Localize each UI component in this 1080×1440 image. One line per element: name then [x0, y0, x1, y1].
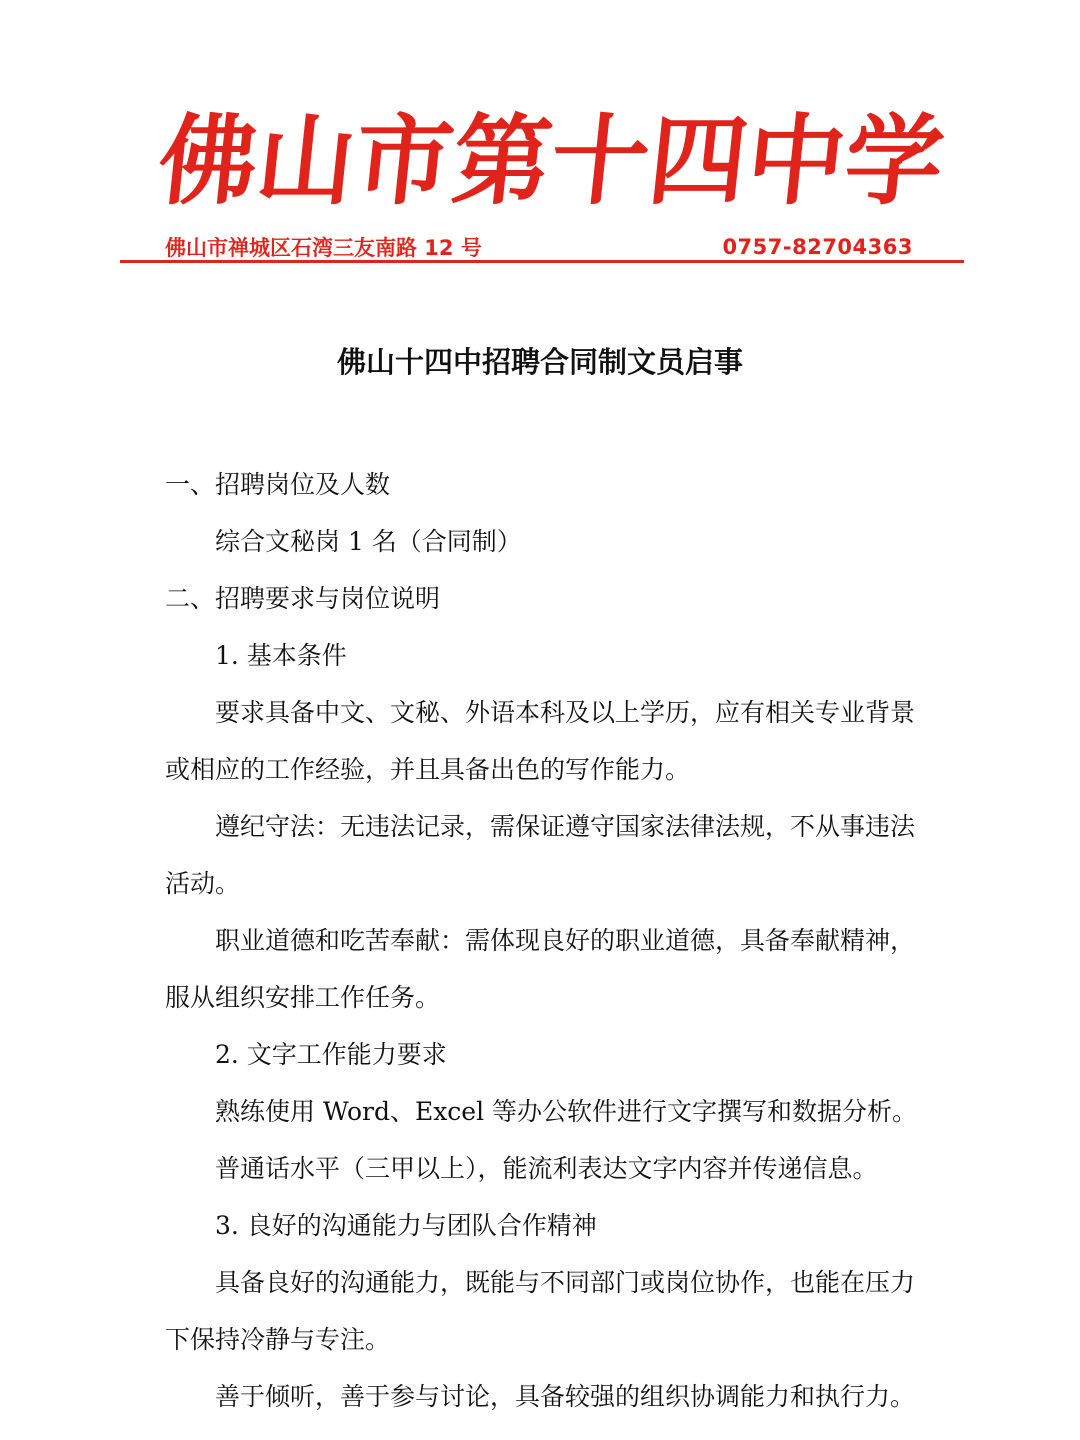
paragraph: 善于倾听，善于参与讨论，具备较强的组织协调能力和执行力。: [215, 1382, 916, 1411]
subsection-heading: 1. 基本条件: [215, 641, 347, 670]
letterhead-contact-line: [165, 232, 913, 262]
school-name-char: 佛: [153, 103, 264, 219]
section-heading: 二、招聘要求与岗位说明: [165, 584, 441, 613]
school-name-char: 十: [545, 103, 656, 219]
school-name-char: 中: [741, 103, 852, 219]
paragraph: 具备良好的沟通能力，既能与不同部门或岗位协作，也能在压力下保持冷静与专注。: [165, 1268, 916, 1354]
section-heading: 一、招聘岗位及人数: [165, 470, 391, 499]
paragraph: 熟练使用 Word、Excel 等办公软件进行文字撰写和数据分析。: [215, 1097, 918, 1126]
subsection-heading: 3. 良好的沟通能力与团队合作精神: [215, 1211, 597, 1240]
document-title: 佛山十四中招聘合同制文员启事: [336, 345, 743, 379]
school-name-char: 山: [251, 103, 362, 219]
paragraph: 要求具备中文、文秘、外语本科及以上学历，应有相关专业背景或相应的工作经验，并且具备出色的写作能力。: [165, 698, 916, 784]
letterhead-divider: [120, 260, 964, 263]
school-name-char: 第: [447, 103, 558, 219]
school-name-char: 市: [349, 103, 460, 219]
paragraph: 综合文秘岗 1 名（合同制）: [215, 527, 522, 556]
school-name-char: 学: [839, 103, 950, 219]
paragraph: 遵纪守法：无违法记录，需保证遵守国家法律法规，不从事违法活动。: [165, 812, 916, 898]
paragraph: 普通话水平（三甲以上），能流利表达文字内容并传递信息。: [215, 1154, 878, 1183]
paragraph: 职业道德和吃苦奉献：需体现良好的职业道德，具备奉献精神，服从组织安排工作任务。: [165, 926, 916, 1012]
school-address: 佛山市禅城区石湾三友南路 12 号: [165, 236, 482, 260]
school-name-letterhead: [153, 88, 950, 219]
document-body: [165, 456, 925, 1425]
school-name-char: 四: [643, 103, 754, 219]
school-phone: 0757-82704363: [722, 235, 913, 259]
subsection-heading: 2. 文字工作能力要求: [215, 1040, 447, 1069]
